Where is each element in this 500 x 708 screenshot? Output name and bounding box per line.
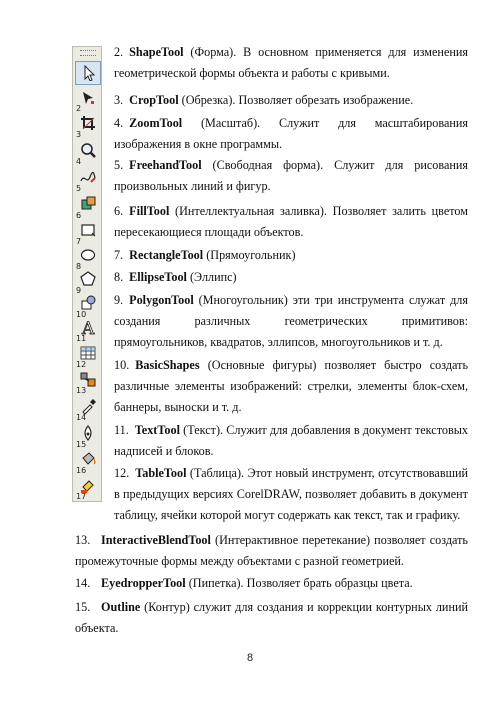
item-text: (Эллипс) (190, 270, 237, 284)
item-shape-tool (114, 42, 468, 84)
item-number: 4. (114, 116, 124, 130)
tool-number: 16 (76, 466, 87, 475)
toolbox-grip[interactable] (80, 50, 96, 56)
item-number: 7. (114, 248, 124, 262)
item-number: 9. (114, 293, 124, 307)
crop-icon (80, 115, 96, 132)
item-text: (Свободная форма). Служит для рисования произвольных линий и фигур. (114, 158, 468, 193)
tool-number: 2 (76, 104, 82, 113)
item-name: InteractiveBlendTool (101, 533, 211, 547)
item-name: RectangleTool (129, 248, 204, 262)
item-name: TextTool (134, 423, 180, 437)
item-rectangle-tool (114, 245, 468, 266)
tool-eyedropper[interactable] (75, 396, 101, 420)
item-fill-tool (114, 201, 468, 243)
tool-number: 9 (76, 286, 82, 295)
ellipse-icon (80, 247, 96, 264)
item-name: ShapeTool (129, 45, 184, 59)
tool-number: 4 (76, 157, 82, 166)
item-number: 3. (114, 93, 124, 107)
item-text: (Многоугольник) эти три инструмента служат для создания различных геометрических примитивов: прямоугольников, квадратов, эллипсов, многоугольников и т. д. (114, 293, 468, 349)
item-name: FillTool (129, 204, 170, 218)
tool-number: 11 (76, 334, 87, 343)
item-text: (Форма). В основном применяется для изменения геометрической формы объекта и работы с кривыми. (114, 45, 468, 80)
item-name: EyedropperTool (101, 576, 186, 590)
tool-rectangle[interactable] (75, 220, 101, 244)
svg-text:A: A (82, 319, 95, 336)
item-number: 8. (114, 270, 124, 284)
zoom-icon (80, 142, 96, 159)
item-name: TableTool (135, 466, 187, 480)
tool-freehand[interactable] (75, 167, 101, 191)
item-number: 13. (75, 533, 91, 547)
item-ellipse-tool (114, 267, 468, 288)
item-interactive-blend-tool (75, 530, 468, 572)
tool-number: 7 (76, 237, 82, 246)
item-number: 10. (114, 358, 130, 372)
item-zoom-tool (114, 113, 468, 155)
tool-zoom[interactable] (75, 140, 101, 164)
item-text: (Прямоугольник) (206, 248, 296, 262)
tool-number: 3 (76, 130, 82, 139)
item-freehand-tool (114, 155, 468, 197)
item-table-tool (114, 463, 468, 526)
tool-polygon[interactable] (75, 269, 101, 293)
page-number: 8 (246, 652, 254, 664)
item-text: (Текст). Служит для добавления в документ текстовых надписей и блоков. (114, 423, 469, 458)
tool-number: 8 (76, 262, 82, 271)
item-name: FreehandTool (129, 158, 202, 172)
tool-basic-shapes[interactable] (75, 293, 101, 317)
tool-number: 15 (76, 440, 87, 449)
tool-crop[interactable] (75, 113, 101, 137)
tool-fill[interactable] (75, 194, 101, 218)
freehand-icon (80, 169, 96, 186)
item-name: ZoomTool (129, 116, 183, 130)
rectangle-icon (80, 222, 96, 239)
tool-table[interactable] (75, 343, 101, 367)
tool-pick[interactable] (75, 61, 101, 85)
tool-text[interactable] (75, 317, 101, 341)
tool-number: 10 (76, 310, 87, 319)
tool-number: 5 (76, 184, 82, 193)
item-text: (Пипетка). Позволяет брать образцы цвета. (188, 576, 413, 590)
item-outline (75, 597, 468, 639)
tool-shape[interactable] (75, 87, 101, 111)
tool-ellipse[interactable] (75, 245, 101, 269)
item-number: 2. (114, 45, 124, 59)
tool-blend[interactable] (75, 369, 101, 393)
pick-icon (81, 64, 97, 81)
item-name: BasicShapes (135, 358, 200, 372)
tool-number: 17 (76, 492, 87, 501)
tool-number: 13 (76, 386, 87, 395)
item-crop-tool (114, 90, 468, 111)
item-number: 14. (75, 576, 91, 590)
item-number: 11. (114, 423, 129, 437)
item-basic-shapes (114, 355, 468, 418)
item-number: 5. (114, 158, 124, 172)
item-eyedropper-tool (75, 573, 468, 594)
item-polygon-tool (114, 290, 468, 353)
shape-icon (80, 89, 96, 106)
item-number: 15. (75, 600, 91, 614)
tool-number: 12 (76, 360, 87, 369)
tool-interactive-fill[interactable] (75, 475, 101, 499)
item-text: (Интеллектуальная заливка). Позволяет залить цветом пересекающиеся площади объектов. (114, 204, 469, 239)
item-text: (Контур) служит для создания и коррекции контурных линий объекта. (75, 600, 469, 635)
item-text: (Таблица). Этот новый инструмент, отсутствовавший в предыдущих версиях CorelDRAW, позволяет добавить в документ таблицу, ячейки которой могут содержать как текст, так и графику. (114, 466, 468, 522)
item-text: (Основные фигуры) позволяет быстро создать различные элементы изображений: стрелки, элементы блок-схем, баннеры, выноски и т. д. (114, 358, 468, 414)
item-name: CropTool (129, 93, 179, 107)
item-number: 6. (114, 204, 124, 218)
toolbox-panel (72, 46, 102, 502)
item-name: PolygonTool (129, 293, 194, 307)
tool-outline[interactable] (75, 423, 101, 447)
item-name: EllipseTool (129, 270, 187, 284)
item-number: 12. (114, 466, 130, 480)
tool-number: 14 (76, 413, 87, 422)
polygon-icon (80, 271, 96, 288)
item-text: (Обрезка). Позволяет обрезать изображение. (181, 93, 414, 107)
item-name: Outline (101, 600, 141, 614)
tool-number: 6 (76, 211, 82, 220)
item-text-tool (114, 420, 468, 462)
item-text: (Масштаб). Служит для масштабирования изображения в окне программы. (114, 116, 468, 151)
item-text: (Интерактивное перетекание) позволяет создать промежуточные формы между объектами с разной геометрией. (75, 533, 468, 568)
fill-icon (80, 196, 96, 213)
tool-fill-bucket[interactable] (75, 449, 101, 473)
